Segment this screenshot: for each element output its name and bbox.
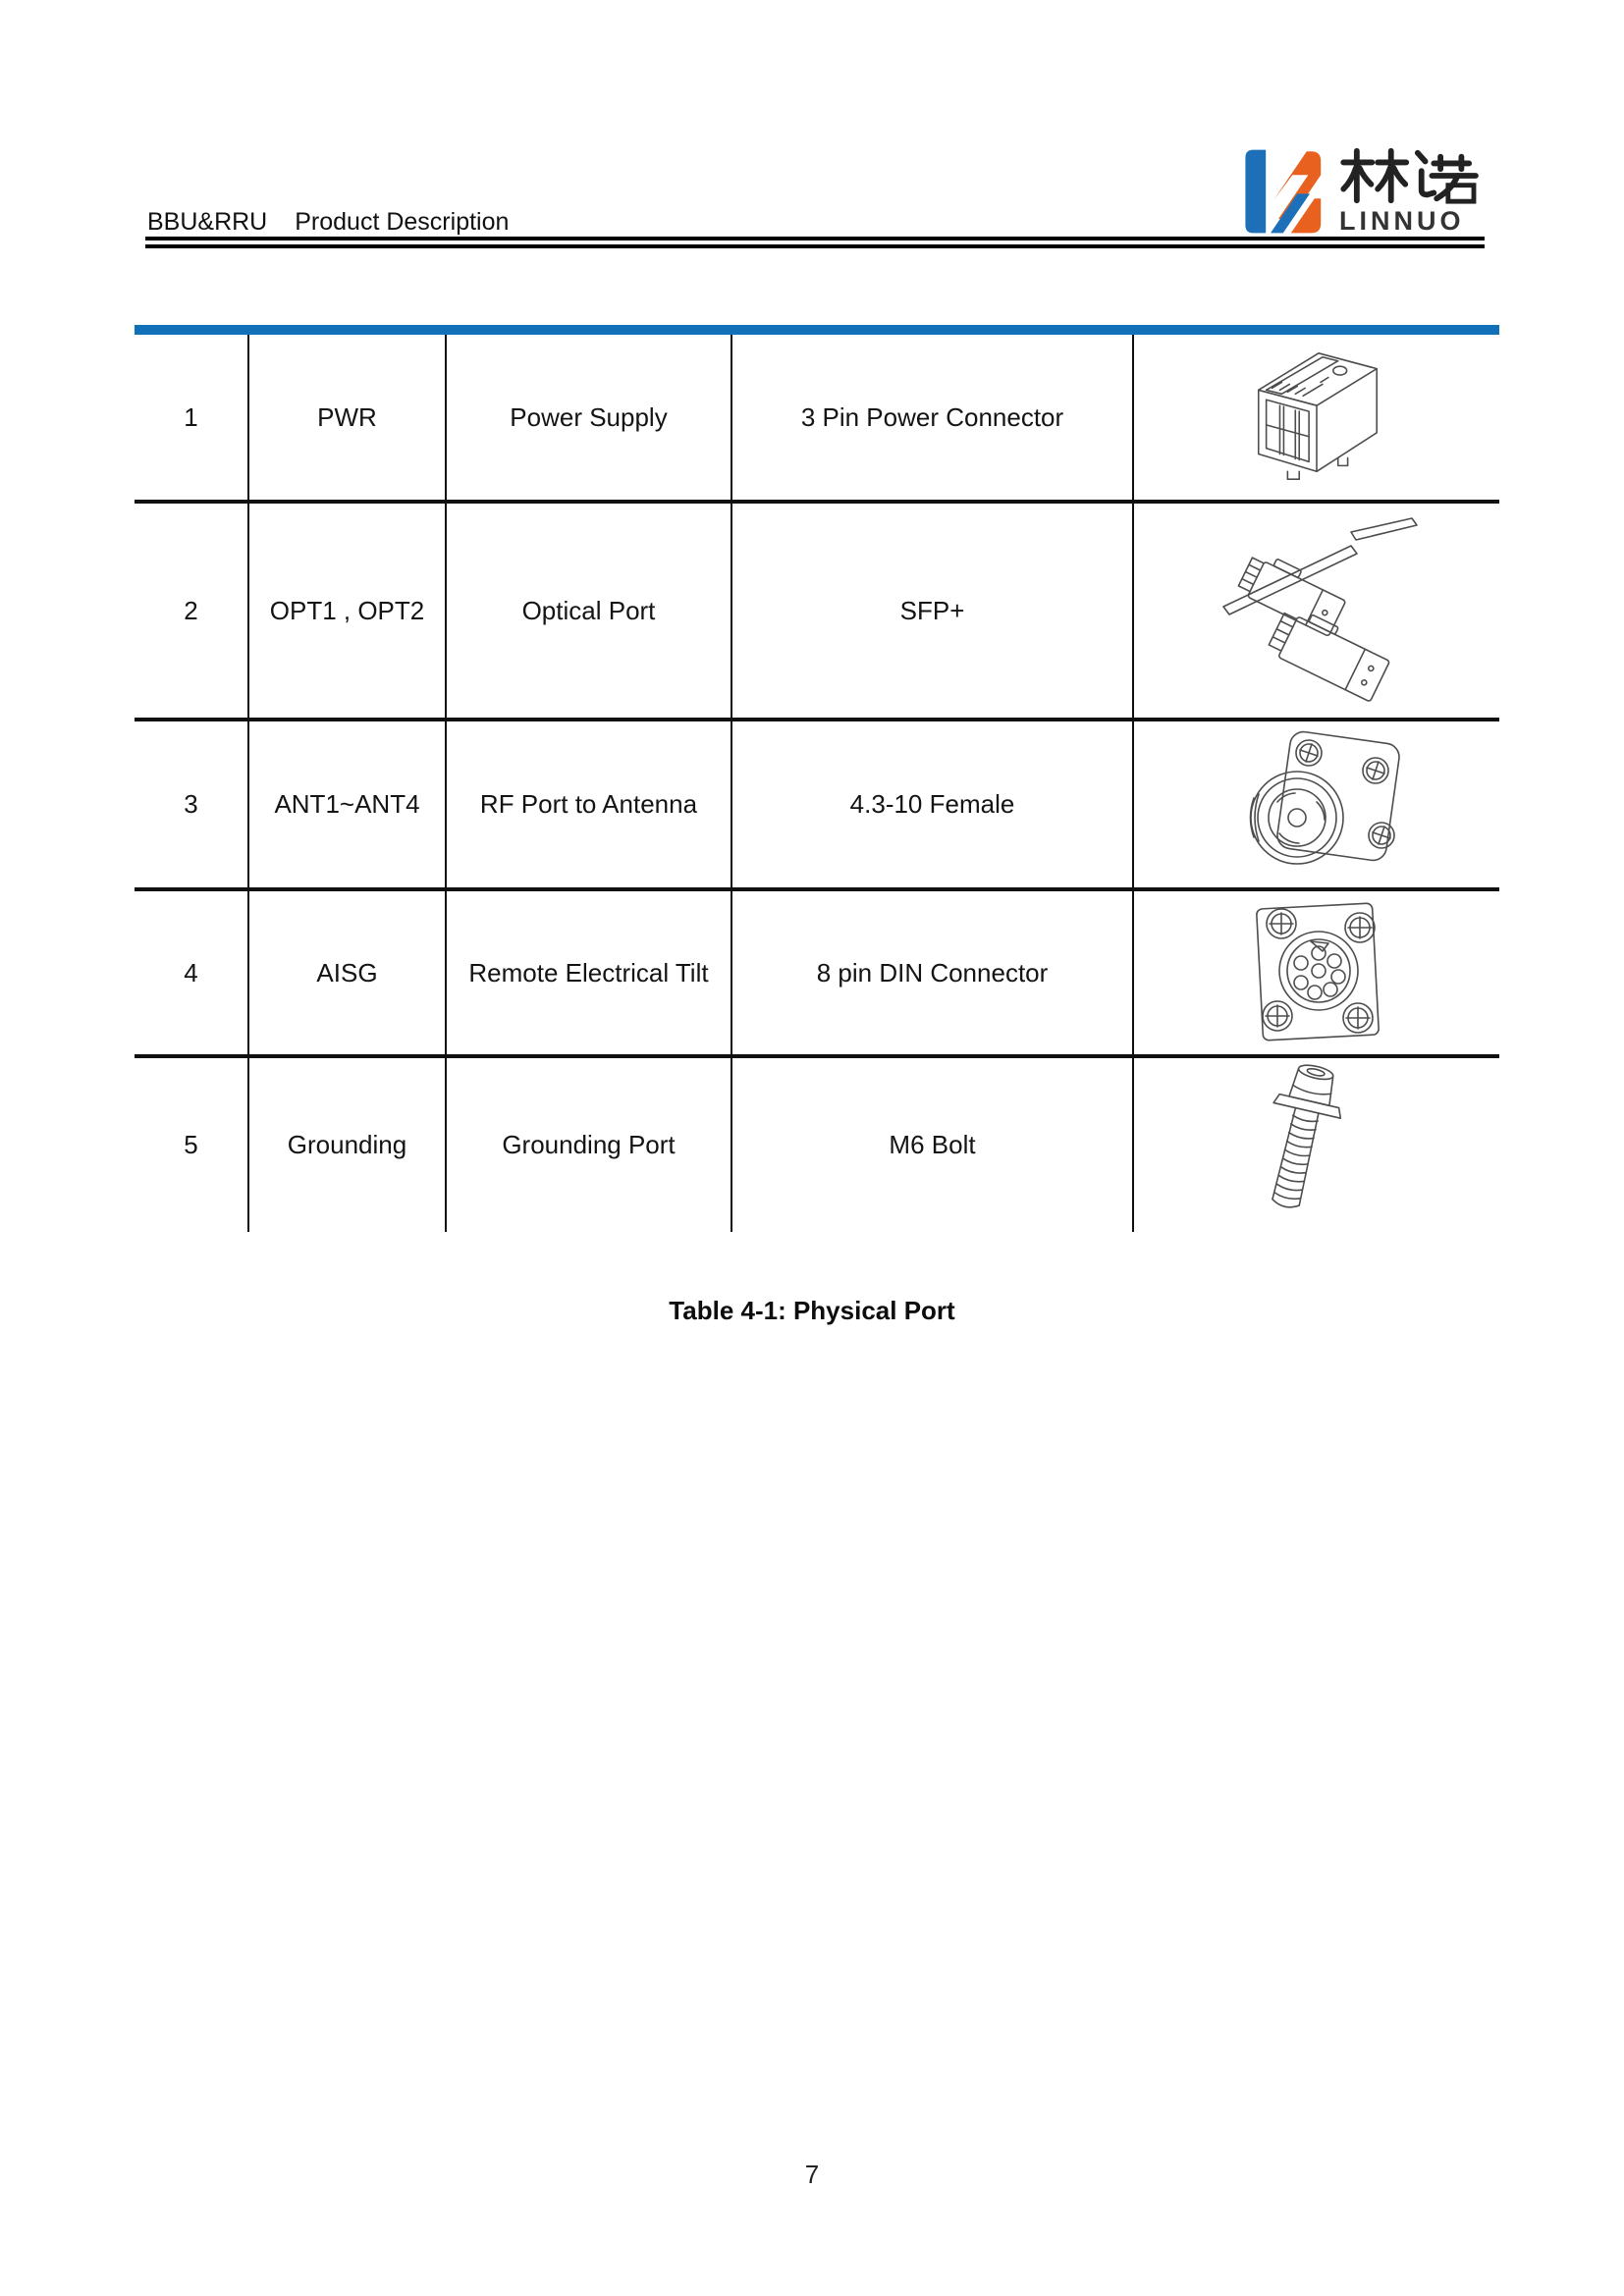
table-top-accent-bar (135, 325, 1499, 335)
cell-function: Power Supply (445, 335, 731, 500)
cell-no: 2 (184, 595, 198, 625)
cell-image (1132, 504, 1499, 718)
physical-port-table (135, 325, 1499, 1232)
header-title (147, 208, 509, 237)
cell-no: 3 (184, 789, 198, 820)
cell-connector: 3 Pin Power Connector (731, 335, 1132, 500)
cell-image (1132, 721, 1499, 887)
cell-connector: 8 pin DIN Connector (731, 891, 1132, 1054)
doc-title: BBU&RRU (147, 208, 268, 236)
brand-latin-name: LINNUO (1339, 206, 1465, 236)
power-connector-drawing (1228, 340, 1405, 495)
table-row (135, 335, 1499, 504)
cell-no: 5 (184, 1130, 198, 1160)
doc-subtitle: Product Description (295, 208, 510, 236)
cell-function: RF Port to Antenna (445, 721, 731, 887)
sfp-module-drawing (1204, 510, 1430, 712)
cell-image (1132, 891, 1499, 1054)
cell-no: 1 (184, 401, 198, 432)
cell-image (1132, 1058, 1499, 1232)
cell-connector: SFP+ (731, 504, 1132, 718)
table-row (135, 504, 1499, 721)
cell-connector: 4.3-10 Female (731, 721, 1132, 887)
page-number: 7 (804, 2160, 820, 2189)
table-row (135, 891, 1499, 1058)
cell-image (1132, 335, 1499, 500)
m6-bolt-drawing (1258, 1061, 1376, 1230)
brand-chinese-characters (1339, 145, 1487, 206)
cell-port: OPT1 , OPT2 (247, 504, 445, 718)
table-row (135, 1058, 1499, 1232)
cell-port: ANT1~ANT4 (247, 721, 445, 887)
din-8pin-connector-drawing (1232, 898, 1401, 1047)
coaxial-female-connector-drawing (1226, 725, 1408, 884)
cell-function: Optical Port (445, 504, 731, 718)
cell-port: PWR (247, 335, 445, 500)
table-row (135, 721, 1499, 891)
cell-port: AISG (247, 891, 445, 1054)
company-logo (1239, 141, 1494, 243)
cell-function: Remote Electrical Tilt (445, 891, 731, 1054)
linnuo-logo-icon (1239, 143, 1326, 240)
cell-connector: M6 Bolt (731, 1058, 1132, 1232)
cell-no: 4 (184, 957, 198, 988)
cell-port: Grounding (247, 1058, 445, 1232)
cell-function: Grounding Port (445, 1058, 731, 1232)
table-caption: Table 4-1: Physical Port (669, 1296, 955, 1325)
